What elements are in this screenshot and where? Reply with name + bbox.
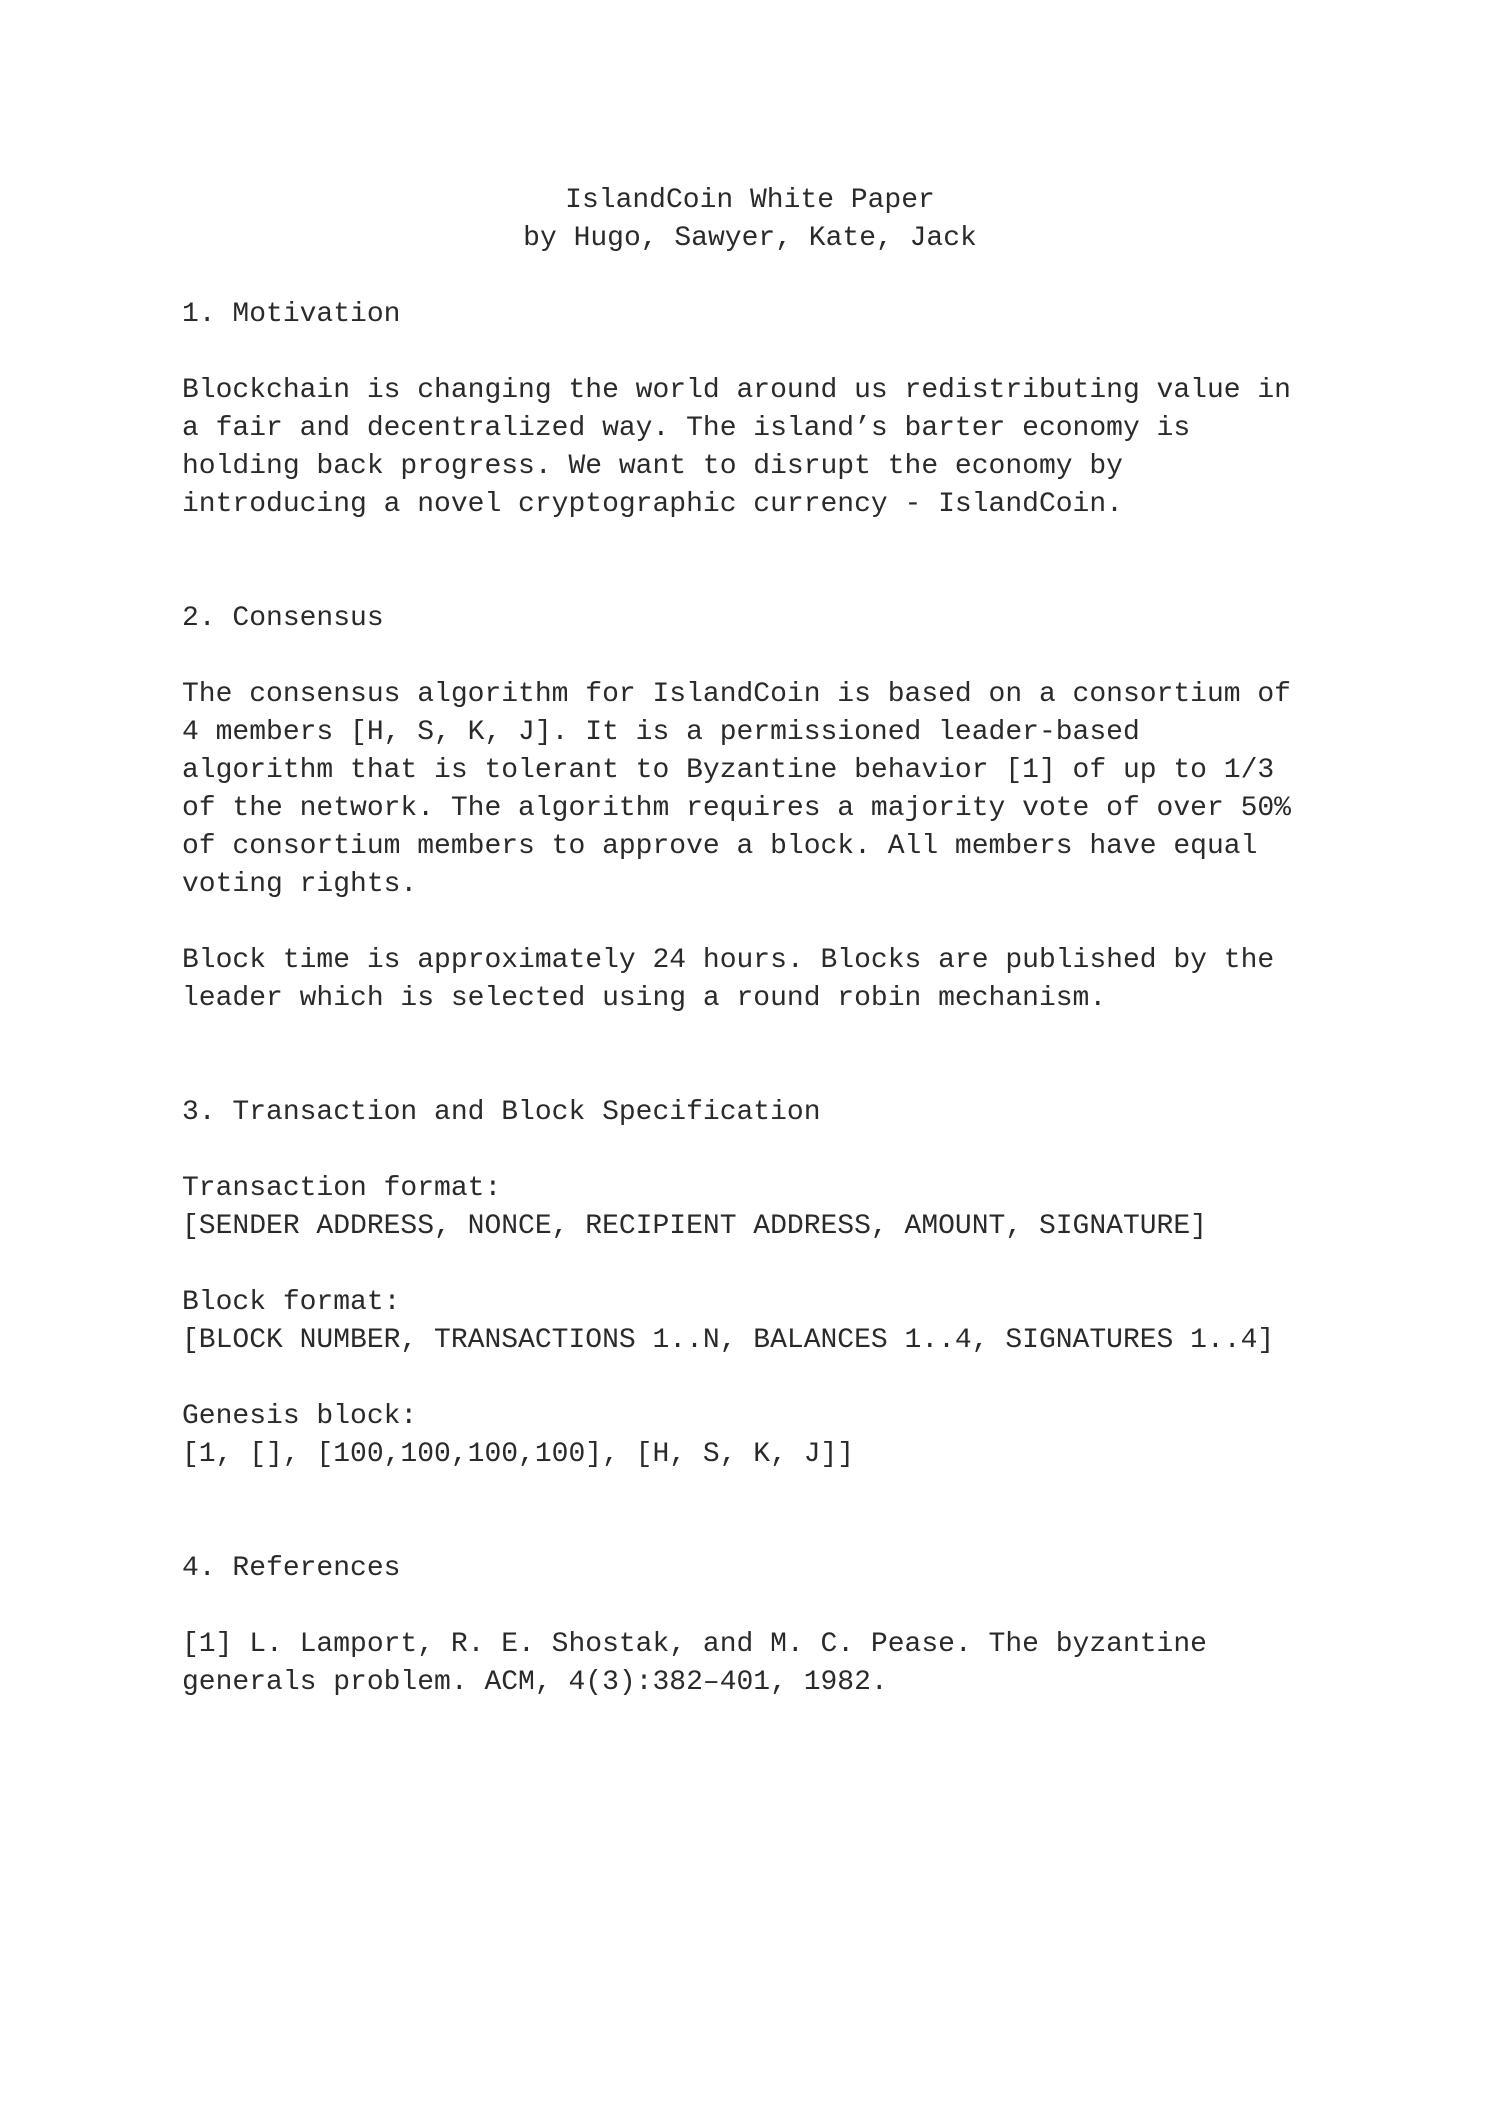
transaction-format-label: Transaction format: xyxy=(182,1173,502,1204)
motivation-line: a fair and decentralized way. The island’s barter economy is xyxy=(182,413,1191,444)
block-format-label: Block format: xyxy=(182,1287,401,1318)
consensus-line: Block time is approximately 24 hours. Blocks are published by the xyxy=(182,945,1275,976)
consensus-line: of the network. The algorithm requires a majority vote of over 50% xyxy=(182,793,1291,824)
consensus-line: of consortium members to approve a block. All members have equal xyxy=(182,831,1258,862)
consensus-line: The consensus algorithm for IslandCoin is based on a consortium of xyxy=(182,679,1291,710)
document-title: IslandCoin White Paper xyxy=(565,185,935,216)
motivation-line: Blockchain is changing the world around us redistributing value in xyxy=(182,375,1291,406)
block-format: [BLOCK NUMBER, TRANSACTIONS 1..N, BALANCES 1..4, SIGNATURES 1..4] xyxy=(182,1325,1275,1356)
reference-line: generals problem. ACM, 4(3):382–401, 1982. xyxy=(182,1667,888,1698)
transaction-format: [SENDER ADDRESS, NONCE, RECIPIENT ADDRESS, AMOUNT, SIGNATURE] xyxy=(182,1211,1207,1242)
consensus-line: 4 members [H, S, K, J]. It is a permissioned leader-based xyxy=(182,717,1140,748)
section-heading-consensus: 2. Consensus xyxy=(182,603,384,634)
consensus-line: algorithm that is tolerant to Byzantine behavior [1] of up to 1/3 xyxy=(182,755,1275,786)
section-heading-motivation: 1. Motivation xyxy=(182,299,401,330)
title-block xyxy=(0,182,1500,258)
section-heading-specification: 3. Transaction and Block Specification xyxy=(182,1097,821,1128)
document-body xyxy=(182,296,1382,1702)
reference-line: [1] L. Lamport, R. E. Shostak, and M. C. Pease. The byzantine xyxy=(182,1629,1207,1660)
genesis-block: [1, [], [100,100,100,100], [H, S, K, J]] xyxy=(182,1439,855,1470)
document-authors: by Hugo, Sawyer, Kate, Jack xyxy=(523,223,977,254)
motivation-line: introducing a novel cryptographic currency - IslandCoin. xyxy=(182,489,1123,520)
consensus-line: leader which is selected using a round robin mechanism. xyxy=(182,983,1107,1014)
genesis-block-label: Genesis block: xyxy=(182,1401,418,1432)
motivation-line: holding back progress. We want to disrupt the economy by xyxy=(182,451,1123,482)
consensus-line: voting rights. xyxy=(182,869,418,900)
section-heading-references: 4. References xyxy=(182,1553,401,1584)
